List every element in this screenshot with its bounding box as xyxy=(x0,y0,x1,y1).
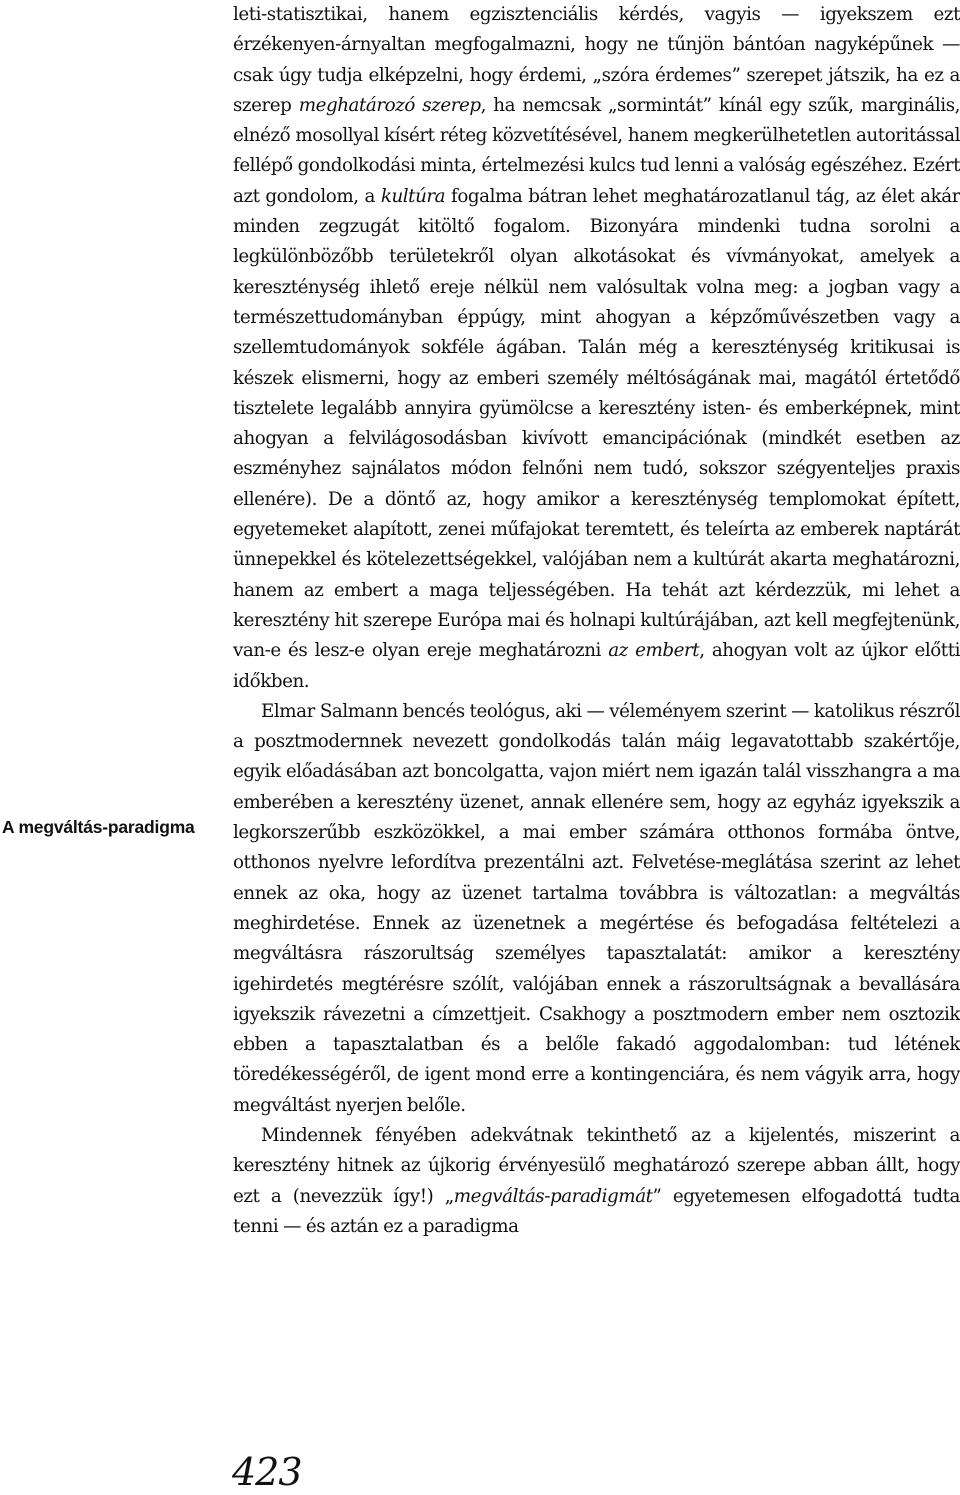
emphasis: megváltás-paradigmát xyxy=(453,1185,653,1207)
emphasis: meghatározó szerep xyxy=(298,94,481,116)
emphasis: az embert xyxy=(608,640,700,662)
margin-heading: A megváltás-paradigma xyxy=(2,817,195,837)
emphasis: kultúra xyxy=(380,185,446,207)
paragraph xyxy=(233,1121,960,1242)
paragraph-text: ” egyetemesen elfogadottá tudta tenni — és aztán ez a paradigma xyxy=(233,1185,960,1237)
paragraph-text: leti-statisztikai, hanem egzisztenciális kérdés, vagyis — igyekszem ezt érzékenyen-árnyaltan megfogalmazni, hogy ne tűnjön bántóan nagyképűnek — csak úgy tudja elképzelni, hogy érdemi, „szóra érdemes” szerepet játszik, ha ez a szerep xyxy=(233,4,960,116)
page-number: 423 xyxy=(232,1450,302,1494)
paragraph: Elmar Salmann bencés teológus, aki — véleményem szerint — katolikus részről a posztmodernnek nevezett gondolkodás talán máig legavatottabb szakértője, egyik előadásában azt boncolgatta, vajon miért nem igazán talál visszhangra a ma emberében a keresztény üzenet, annak ellenére sem, hogy az egyház igyekszik a legkorszerűbb eszközökkel, a mai ember számára otthonos formába öntve, otthonos nyelvre lefordítva prezentálni azt. Felvetése-meglátása szerint az lehet ennek az oka, hogy az üzenet tartalma továbbra is változatlan: a megváltás meghirdetése. Ennek az üzenetnek a megértése és befogadása feltételezi a megváltásra rászorultság személyes tapasztalatát: amikor a keresztény igehirdetés megtérésre szólít, valójában ennek a rászorultságnak a bevallására igyekszik rávezetni a címzettjeit. Csakhogy a posztmodern ember nem osztozik ebben a tapasztalatban és a belőle fakadó aggodalomban: tud létének töredékességéről, de igent mond erre a kontingenciára, és nem vágyik arra, hogy megváltást nyerjen belőle. xyxy=(233,700,960,1116)
paragraph-text: , ha nemcsak „sormintát” kínál egy szűk, marginális, elnéző mosollyal kísért réteg közvetítésével, hanem megkerülhetetlen autoritással fellépő gondolkodási minta, értelmezési kulcs tud lenni a valóság egészéhez. Ezért azt gondolom, a xyxy=(233,94,960,207)
body-text xyxy=(233,0,960,1242)
paragraph-text: Mindennek fényében adekvátnak tekinthető az a kijelentés, miszerint a keresztény hitnek az újkorig érvényesülő meghatározó szerepe abban állt, hogy ezt a (nevezzük így!) „ xyxy=(233,1124,960,1207)
paragraph-text: , ahogyan volt az újkor előtti időkben. xyxy=(233,640,960,692)
paragraph xyxy=(233,0,960,697)
paragraph-text: fogalma bátran lehet meghatározatlanul tág, az élet akár minden zegzugát kitöltő fogalom. Bizonyára mindenki tudna sorolni a legkülönbözőbb területekről olyan alkotásokat és vívmányokat, amelyek a kereszténység ihlető ereje nélkül nem valósultak volna meg: a jogban vagy a természettudományban éppúgy, mint ahogyan a képzőművészetben vagy a szellemtudományok sokféle ágában. Talán még a kereszténység kritikusai is készek elismerni, hogy az emberi személy méltóságának mai, magától értetődő tisztelete legalább annyira gyümölcse a keresztény isten- és emberképnek, mint ahogyan a felvilágosodásban kivívott emancipációnak (mindkét esetben az eszményhez sajnálatos módon felnőni nem tudó, sokszor szégyenteljes praxis ellenére). De a döntő az, hogy amikor a kereszténység templomokat épített, egyetemeket alapított, zenei műfajokat teremtett, és teleírta az emberek naptárát ünnepekkel és kötelezettségekkel, valójában nem a kultúrát akarta meghatározni, hanem az embert a maga teljességében. Ha tehát azt kérdezzük, mi lehet a keresztény hit szerepe Európa mai és holnapi kultúrájában, azt kell megfejtenünk, van-e és lesz-e olyan ereje meghatározni xyxy=(233,185,960,662)
